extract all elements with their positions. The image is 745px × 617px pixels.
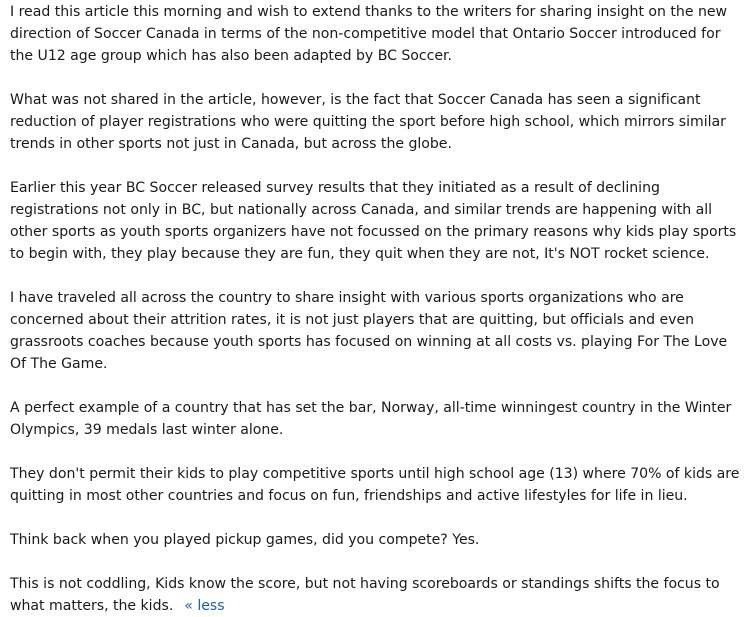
collapse-less-link[interactable]: « less	[184, 598, 225, 614]
comment-paragraph: A perfect example of a country that has set the bar, Norway, all-time winningest country in the Winter Olympics, 39 medals last winter alone.	[10, 400, 732, 438]
comment-paragraph: Earlier this year BC Soccer released survey results that they initiated as a result of declining registrations not only in BC, but nationally across Canada, and similar trends are happening with all other sports as youth sports organizers have not focussed on the primary reasons why kids play sports to begin with, they play because they are fun, they quit when they are not, It's NOT rocket science.	[10, 180, 737, 262]
comment-paragraph: I read this article this morning and wish to extend thanks to the writers for sharing insight on the new direction of Soccer Canada in terms of the non-competitive model that Ontario Soccer introduced for the U12 age group which has also been adapted by BC Soccer.	[10, 4, 728, 64]
comment-paragraph: They don't permit their kids to play competitive sports until high school age (13) where 70% of kids are quitting in most other countries and focus on fun, friendships and active lifestyles for life in lieu.	[10, 466, 740, 504]
comment-paragraph-text: This is not coddling, Kids know the score, but not having scoreboards or standings shifts the focus to what matters, the kids.	[10, 576, 720, 614]
comment-paragraph: Think back when you played pickup games, did you compete? Yes.	[10, 532, 480, 548]
comment-body	[10, 1, 743, 617]
comment-paragraph: I have traveled all across the country to share insight with various sports organizations who are concerned about their attrition rates, it is not just players that are quitting, but officials and even grassroots coaches because youth sports has focused on winning at all costs vs. playing For The Love Of The Game.	[10, 290, 728, 372]
comment-paragraph: What was not shared in the article, however, is the fact that Soccer Canada has seen a significant reduction of player registrations who were quitting the sport before high school, which mirrors similar trends in other sports not just in Canada, but across the globe.	[10, 92, 726, 152]
comment-paragraph-last	[10, 573, 743, 617]
